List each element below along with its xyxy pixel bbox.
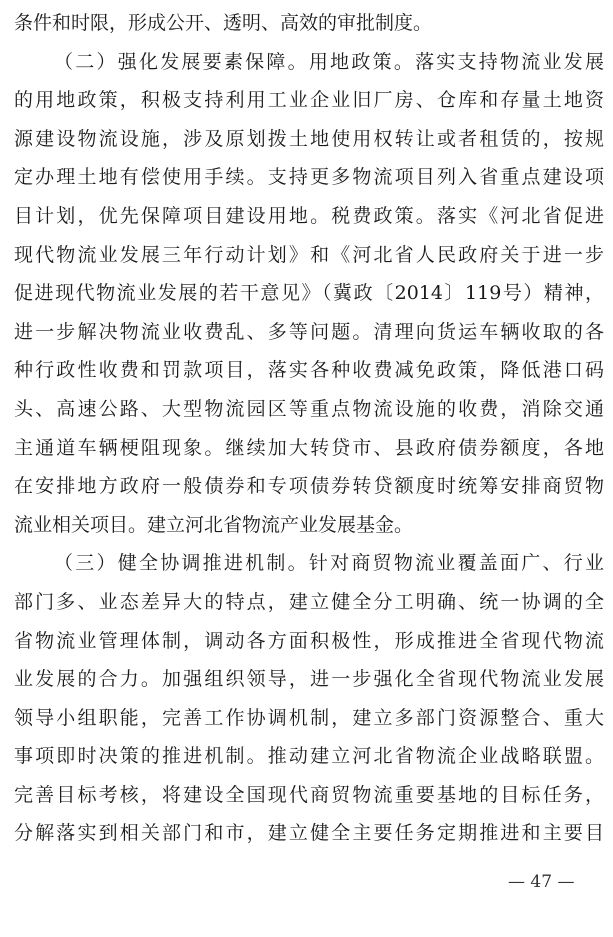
text-line: 种行政性收费和罚款项目，落实各种收费减免政策，降低港口码 [14,359,604,382]
text-line: 部门多、业态差异大的特点，建立健全分工明确、统一协调的全 [14,590,604,613]
text-line: 主通道车辆梗阻现象。继续加大转贷市、县政府债券额度，各地 [14,436,604,459]
text-line: 目计划，优先保障项目建设用地。税费政策。落实《河北省促进 [14,204,604,227]
text-line: 头、高速公路、大型物流园区等重点物流设施的收费，消除交通 [14,397,604,420]
text-line: 条件和时限，形成公开、透明、高效的审批制度。 [14,12,433,34]
text-line: 完善目标考核，将建设全国现代商贸物流重要基地的目标任务， [14,783,604,806]
text-line: 的用地政策，积极支持利用工业企业旧厂房、仓库和存量土地资 [14,89,604,112]
text-line: 源建设物流设施，涉及原划拨土地使用权转让或者租赁的，按规 [14,127,604,150]
text-line: 业发展的合力。加强组织领导，进一步强化全省现代物流业发展 [14,668,604,691]
text-line: 流业相关项目。建立河北省物流产业发展基金。 [14,513,414,536]
text-line: 省物流业管理体制，调动各方面积极性，形成推进全省现代物流 [14,629,604,652]
text-line: 事项即时决策的推进机制。推动建立河北省物流企业战略联盟。 [14,745,604,768]
text-line: 促进现代物流业发展的若干意见》（冀政〔2014〕119号）精神， [14,282,604,305]
text-line: 领导小组职能，完善工作协调机制，建立多部门资源整合、重大 [14,706,604,729]
text-line: 在安排地方政府一般债券和专项债券转贷额度时统筹安排商贸物 [14,475,604,498]
section-heading-line: （二）强化发展要素保障。用地政策。落实支持物流业发展 [54,50,604,73]
page-number: — 47 — [508,872,575,892]
body-text [14,4,604,853]
text-line: 分解落实到相关部门和市，建立健全主要任务定期推进和主要目 [14,822,604,845]
text-line: 定办理土地有偿使用手续。支持更多物流项目列入省重点建设项 [14,166,604,189]
section-heading-line: （三）健全协调推进机制。针对商贸物流业覆盖面广、行业 [54,552,604,575]
text-line: 现代物流业发展三年行动计划》和《河北省人民政府关于进一步 [14,243,604,266]
text-line: 进一步解决物流业收费乱、多等问题。清理向货运车辆收取的各 [14,320,604,343]
